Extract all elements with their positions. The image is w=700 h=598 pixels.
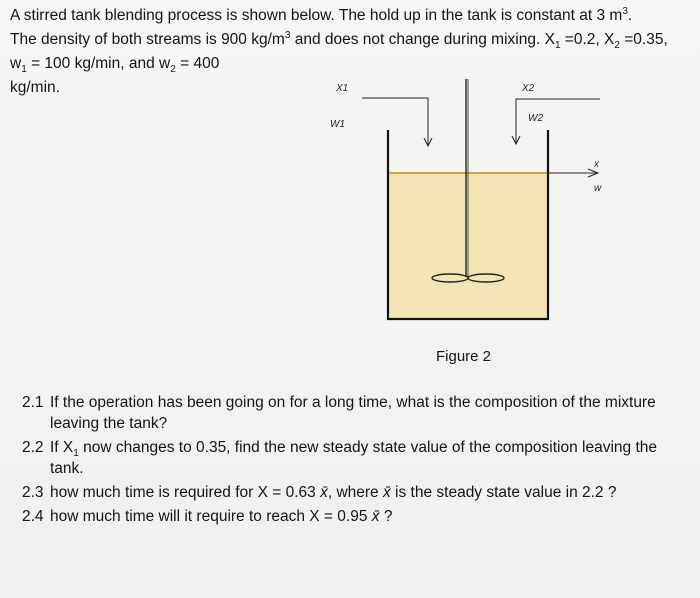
question-number: 2.4 bbox=[22, 508, 44, 525]
intro-line-4: kg/min. bbox=[10, 79, 60, 96]
figure-caption: Figure 2 bbox=[436, 348, 492, 365]
question-number: 2.2 bbox=[22, 439, 44, 456]
question-number: 2.3 bbox=[22, 484, 44, 501]
label-w-outlet: w bbox=[594, 183, 602, 194]
intro-line-2: The density of both streams is 900 $kg/m^3$ and does not change during mixing. $X_1 =0.2$, $X_2 =0.35$, bbox=[10, 29, 668, 52]
question-text: If the operation has been going on for a long time, what is the composition of the mixture leaving the tank? bbox=[50, 394, 656, 432]
label-x-outlet: x bbox=[594, 159, 599, 170]
question-2-1 bbox=[22, 392, 692, 434]
label-x2: X2 bbox=[522, 83, 535, 94]
intro-line-1: A stirred tank blending process is shown below. The hold up in the tank is constant at 3 $m^3$. bbox=[10, 5, 633, 24]
label-w1: W1 bbox=[330, 119, 345, 130]
inlet-stream-1-pipe bbox=[362, 98, 428, 145]
stirred-tank-diagram bbox=[300, 75, 630, 335]
question-2-2: 2.2 If $X_1$ now changes to 0.35, find the new steady state value of the composition leaving the tank. bbox=[22, 439, 658, 477]
intro-line-3: $w_1 = 100$ kg/min, and $w_2 = 400$ bbox=[10, 55, 220, 76]
question-number: 2.1 bbox=[22, 394, 44, 411]
label-w2: W2 bbox=[528, 113, 543, 124]
question-2-4: 2.4 how much time will it require to reach X = 0.95 x̄ ? bbox=[22, 508, 393, 525]
question-list bbox=[22, 392, 692, 530]
label-x1: X1 bbox=[336, 83, 349, 94]
question-2-3: 2.3 how much time is required for X = 0.63 x̄, where x̄ is the steady state value in 2.2 ? bbox=[22, 484, 617, 501]
